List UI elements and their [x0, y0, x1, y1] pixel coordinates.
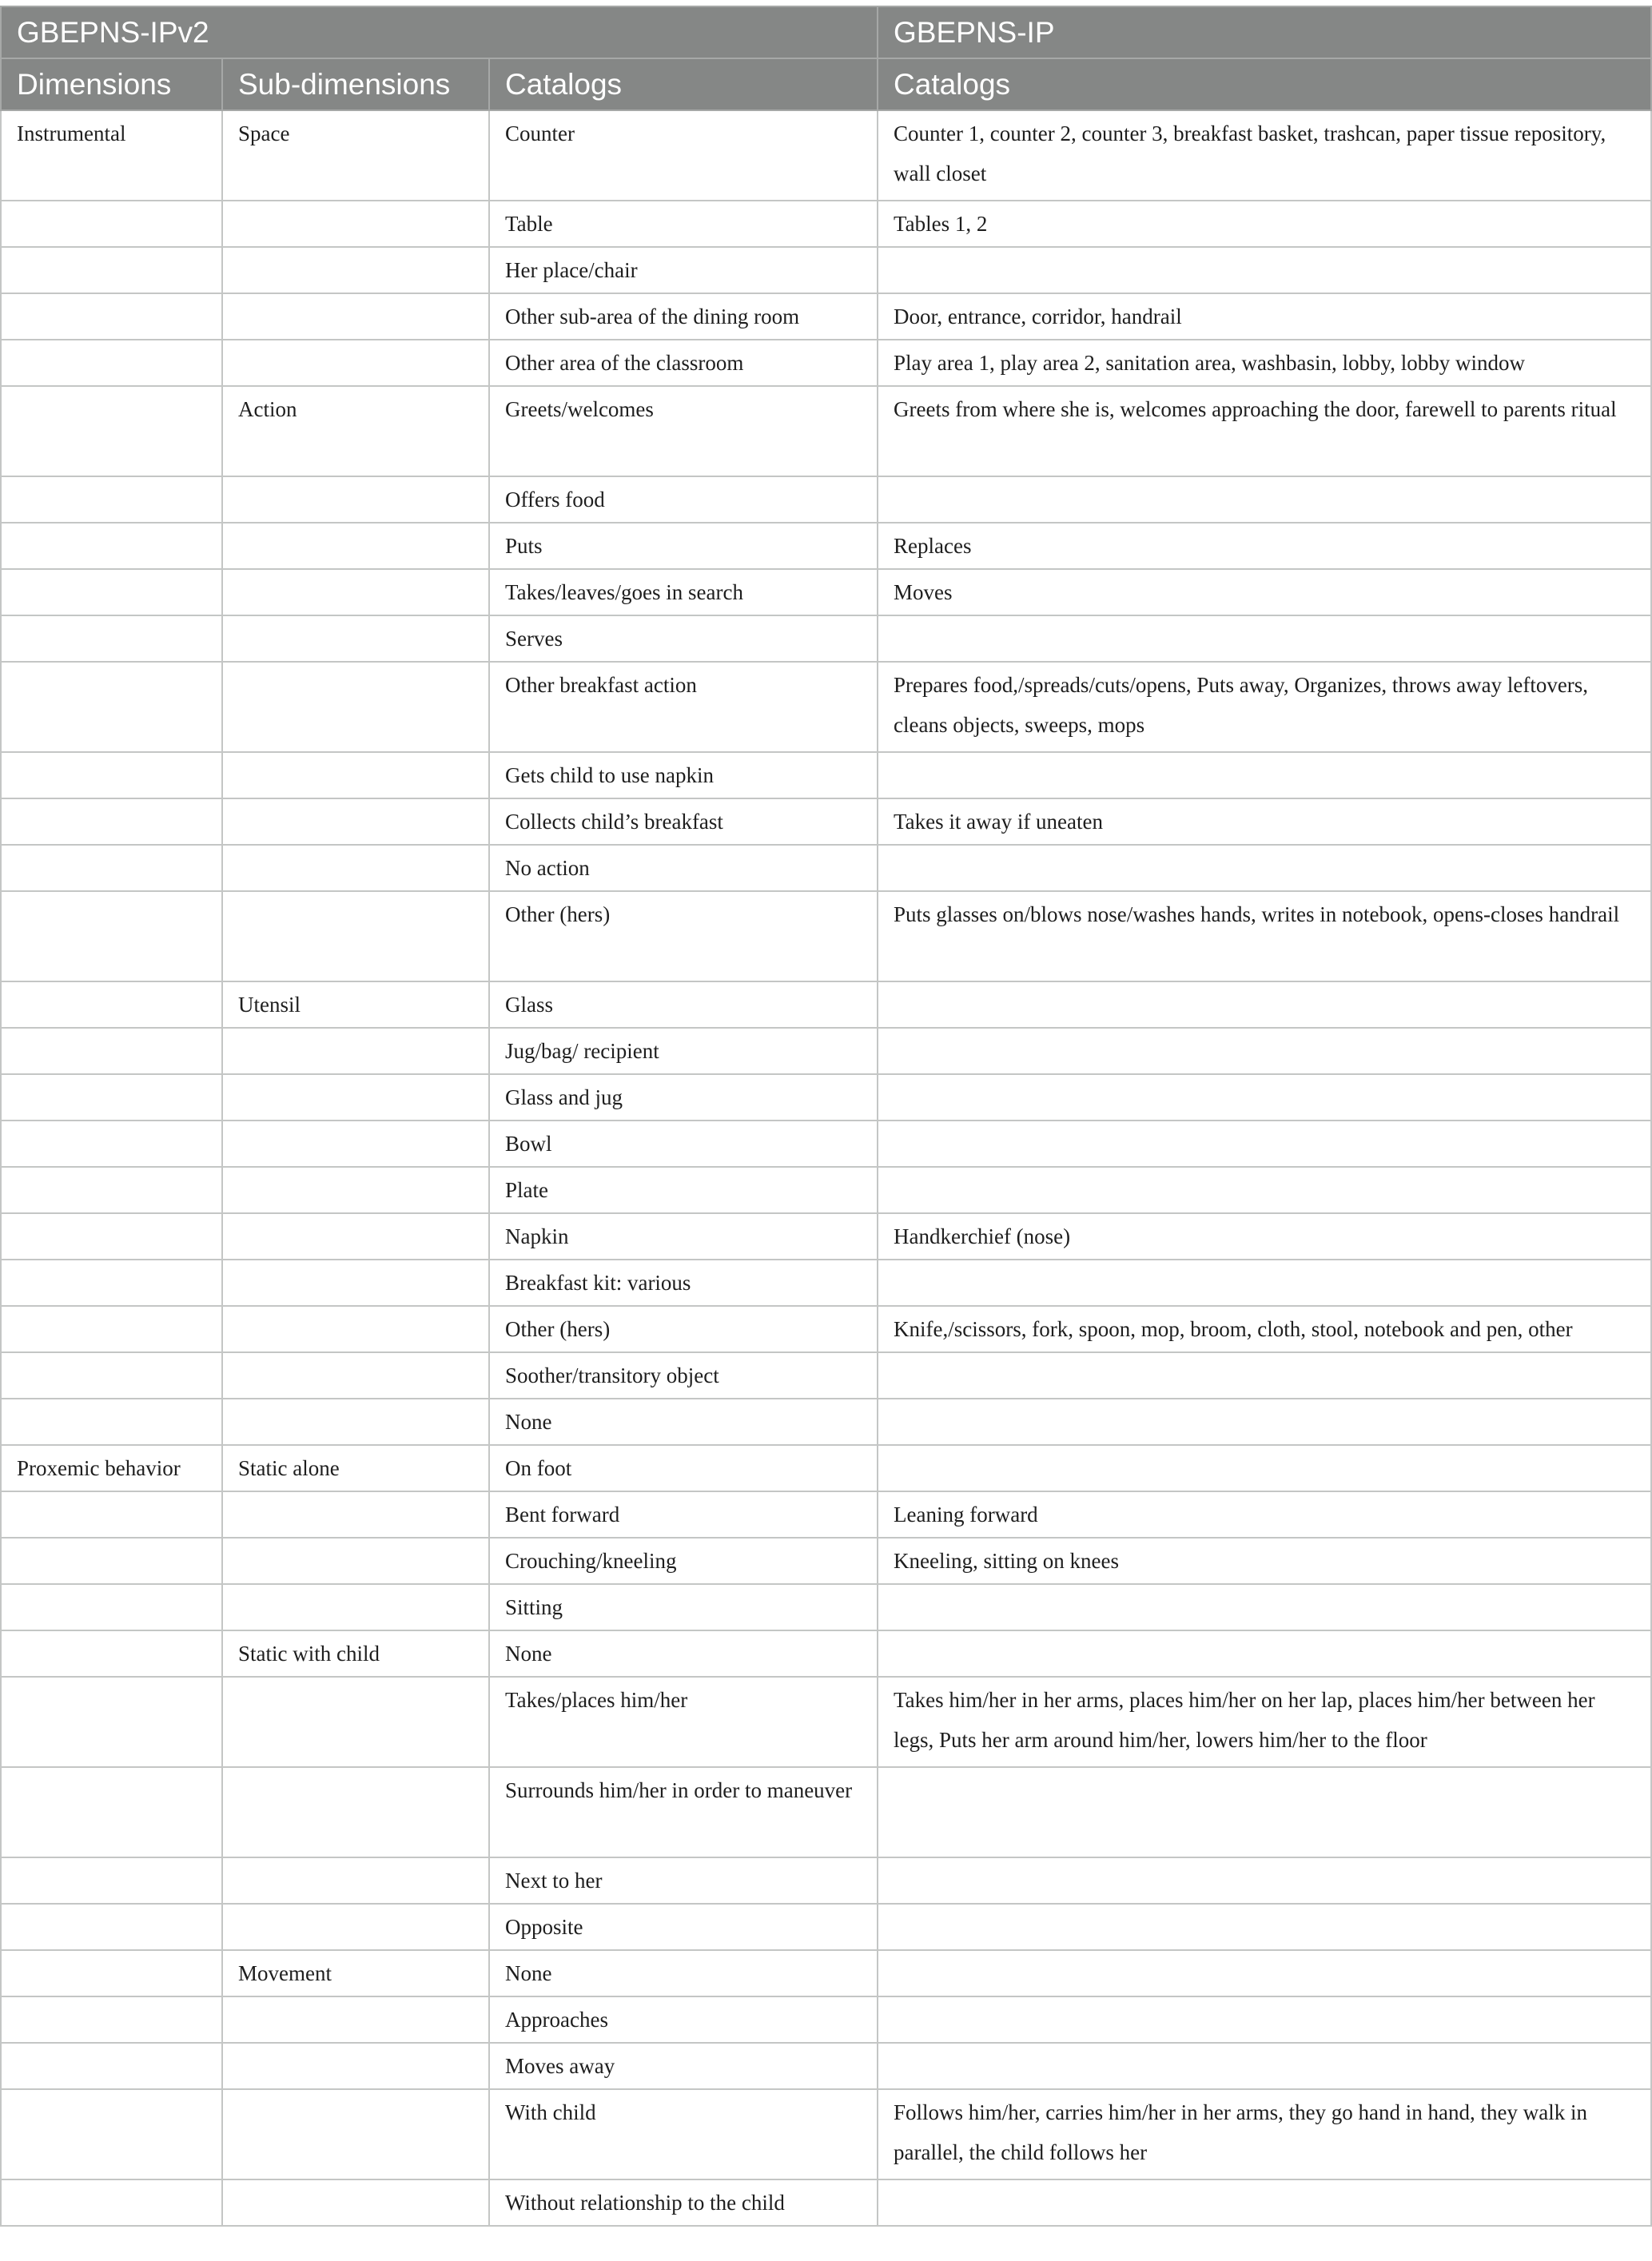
cell-subdimension	[222, 891, 489, 981]
table-row	[1, 845, 1651, 891]
cell-dimension	[1, 201, 222, 247]
cell-catalog-ip: Moves	[878, 569, 1651, 615]
table-row	[1, 1584, 1651, 1630]
cell-dimension	[1, 1950, 222, 1996]
cell-dimension	[1, 1399, 222, 1445]
cell-dimension	[1, 1904, 222, 1950]
cell-subdimension	[222, 845, 489, 891]
cell-subdimension	[222, 1028, 489, 1074]
cell-catalog-ipv2: Without relationship to the child	[489, 2179, 878, 2226]
table-row	[1, 1630, 1651, 1677]
cell-catalog-ip: Play area 1, play area 2, sanitation area, washbasin, lobby, lobby window	[878, 340, 1651, 386]
cell-dimension	[1, 293, 222, 340]
cell-catalog-ipv2: Counter	[489, 110, 878, 201]
cell-dimension: Instrumental	[1, 110, 222, 201]
cell-catalog-ipv2: Glass	[489, 981, 878, 1028]
cell-catalog-ip	[878, 1950, 1651, 1996]
table-row	[1, 1167, 1651, 1213]
cell-dimension	[1, 615, 222, 662]
cell-subdimension	[222, 662, 489, 752]
cell-subdimension: Static alone	[222, 1445, 489, 1491]
table-row	[1, 1028, 1651, 1074]
cell-subdimension	[222, 615, 489, 662]
cell-subdimension	[222, 1996, 489, 2043]
cell-subdimension	[222, 1857, 489, 1904]
col-header-catalogs-ipv2: Catalogs	[489, 58, 878, 110]
cell-dimension	[1, 1306, 222, 1352]
table-row	[1, 201, 1651, 247]
cell-dimension	[1, 523, 222, 569]
table-row	[1, 981, 1651, 1028]
table-row	[1, 1491, 1651, 1538]
table-row	[1, 110, 1651, 201]
cell-catalog-ipv2: With child	[489, 2089, 878, 2179]
cell-catalog-ipv2: Other (hers)	[489, 1306, 878, 1352]
cell-dimension	[1, 1538, 222, 1584]
cell-catalog-ip	[878, 1857, 1651, 1904]
cell-catalog-ip	[878, 1352, 1651, 1399]
cell-catalog-ip: Puts glasses on/blows nose/washes hands, writes in notebook, opens-closes handrail	[878, 891, 1651, 981]
cell-subdimension	[222, 1584, 489, 1630]
cell-catalog-ip	[878, 752, 1651, 798]
cell-dimension	[1, 891, 222, 981]
cell-dimension	[1, 1167, 222, 1213]
cell-catalog-ip: Replaces	[878, 523, 1651, 569]
cell-dimension	[1, 752, 222, 798]
cell-catalog-ipv2: Bent forward	[489, 1491, 878, 1538]
cell-subdimension	[222, 340, 489, 386]
table-row	[1, 2089, 1651, 2179]
cell-catalog-ip	[878, 1399, 1651, 1445]
cell-catalog-ip	[878, 2043, 1651, 2089]
cell-catalog-ip: Kneeling, sitting on knees	[878, 1538, 1651, 1584]
cell-subdimension	[222, 1306, 489, 1352]
cell-catalog-ipv2: Moves away	[489, 2043, 878, 2089]
table-row	[1, 1445, 1651, 1491]
cell-catalog-ipv2: Plate	[489, 1167, 878, 1213]
group-header-ip: GBEPNS-IP	[878, 6, 1651, 58]
cell-catalog-ipv2: Jug/bag/ recipient	[489, 1028, 878, 1074]
cell-subdimension: Movement	[222, 1950, 489, 1996]
cell-catalog-ipv2: On foot	[489, 1445, 878, 1491]
cell-dimension	[1, 386, 222, 476]
cell-catalog-ip	[878, 1074, 1651, 1121]
table-row	[1, 340, 1651, 386]
cell-subdimension	[222, 1167, 489, 1213]
cell-dimension	[1, 1352, 222, 1399]
cell-catalog-ip: Handkerchief (nose)	[878, 1213, 1651, 1260]
cell-dimension	[1, 2089, 222, 2179]
cell-catalog-ip: Takes it away if uneaten	[878, 798, 1651, 845]
cell-catalog-ip	[878, 615, 1651, 662]
cell-dimension	[1, 1260, 222, 1306]
cell-catalog-ipv2: Table	[489, 201, 878, 247]
table-row	[1, 891, 1651, 981]
cell-dimension	[1, 569, 222, 615]
cell-catalog-ip	[878, 981, 1651, 1028]
cell-dimension	[1, 845, 222, 891]
cell-catalog-ip	[878, 2179, 1651, 2226]
cell-catalog-ipv2: Napkin	[489, 1213, 878, 1260]
cell-subdimension: Static with child	[222, 1630, 489, 1677]
table-row	[1, 615, 1651, 662]
cell-catalog-ip	[878, 1767, 1651, 1857]
cell-catalog-ipv2: Other sub-area of the dining room	[489, 293, 878, 340]
cell-catalog-ip: Greets from where she is, welcomes approaching the door, farewell to parents ritual	[878, 386, 1651, 476]
cell-catalog-ipv2: Other breakfast action	[489, 662, 878, 752]
cell-dimension	[1, 1677, 222, 1767]
cell-subdimension	[222, 1260, 489, 1306]
cell-subdimension	[222, 1904, 489, 1950]
table-row	[1, 1538, 1651, 1584]
cell-subdimension	[222, 1213, 489, 1260]
table-row	[1, 1121, 1651, 1167]
cell-dimension	[1, 1767, 222, 1857]
cell-catalog-ipv2: Crouching/kneeling	[489, 1538, 878, 1584]
cell-dimension	[1, 1074, 222, 1121]
cell-subdimension: Utensil	[222, 981, 489, 1028]
cell-subdimension	[222, 247, 489, 293]
cell-catalog-ip	[878, 845, 1651, 891]
cell-catalog-ipv2: Soother/transitory object	[489, 1352, 878, 1399]
cell-catalog-ip: Knife,/scissors, fork, spoon, mop, broom, cloth, stool, notebook and pen, other	[878, 1306, 1651, 1352]
cell-subdimension	[222, 1074, 489, 1121]
table-row	[1, 523, 1651, 569]
cell-dimension	[1, 1028, 222, 1074]
cell-catalog-ipv2: Takes/places him/her	[489, 1677, 878, 1767]
table-row	[1, 386, 1651, 476]
cell-catalog-ip: Counter 1, counter 2, counter 3, breakfast basket, trashcan, paper tissue repository, wall closet	[878, 110, 1651, 201]
cell-catalog-ipv2: Puts	[489, 523, 878, 569]
cell-dimension	[1, 1996, 222, 2043]
cell-catalog-ipv2: None	[489, 1950, 878, 1996]
cell-dimension	[1, 662, 222, 752]
cell-dimension	[1, 247, 222, 293]
cell-subdimension: Space	[222, 110, 489, 201]
table-row	[1, 247, 1651, 293]
cell-subdimension	[222, 1538, 489, 1584]
table-row	[1, 798, 1651, 845]
cell-catalog-ip: Follows him/her, carries him/her in her arms, they go hand in hand, they walk in parallel, the child follows her	[878, 2089, 1651, 2179]
cell-subdimension	[222, 523, 489, 569]
cell-catalog-ip: Takes him/her in her arms, places him/her on her lap, places him/her between her legs, Puts her arm around him/her, lowers him/her to the floor	[878, 1677, 1651, 1767]
cell-subdimension	[222, 2179, 489, 2226]
cell-catalog-ipv2: Breakfast kit: various	[489, 1260, 878, 1306]
cell-catalog-ipv2: Approaches	[489, 1996, 878, 2043]
cell-dimension	[1, 2043, 222, 2089]
cell-subdimension	[222, 1121, 489, 1167]
cell-subdimension: Action	[222, 386, 489, 476]
cell-catalog-ipv2: Serves	[489, 615, 878, 662]
table-row	[1, 1399, 1651, 1445]
cell-dimension	[1, 340, 222, 386]
cell-catalog-ipv2: Offers food	[489, 476, 878, 523]
table-row	[1, 1767, 1651, 1857]
cell-catalog-ip	[878, 1445, 1651, 1491]
group-header-row	[1, 6, 1651, 58]
cell-catalog-ip	[878, 1167, 1651, 1213]
cell-catalog-ip	[878, 1121, 1651, 1167]
table-row	[1, 2043, 1651, 2089]
cell-subdimension	[222, 2043, 489, 2089]
cell-catalog-ipv2: Glass and jug	[489, 1074, 878, 1121]
cell-subdimension	[222, 1399, 489, 1445]
cell-catalog-ipv2: Her place/chair	[489, 247, 878, 293]
cell-catalog-ip	[878, 1904, 1651, 1950]
table-row	[1, 2179, 1651, 2226]
cell-subdimension	[222, 569, 489, 615]
column-header-row	[1, 58, 1651, 110]
cell-dimension	[1, 1213, 222, 1260]
table-row	[1, 1996, 1651, 2043]
cell-subdimension	[222, 1352, 489, 1399]
table-row	[1, 1306, 1651, 1352]
cell-catalog-ipv2: Takes/leaves/goes in search	[489, 569, 878, 615]
table-row	[1, 1352, 1651, 1399]
table-row	[1, 662, 1651, 752]
table-row	[1, 476, 1651, 523]
cell-catalog-ipv2: Gets child to use napkin	[489, 752, 878, 798]
table-row	[1, 569, 1651, 615]
table-row	[1, 293, 1651, 340]
cell-catalog-ip	[878, 1260, 1651, 1306]
cell-catalog-ipv2: Surrounds him/her in order to maneuver	[489, 1767, 878, 1857]
cell-catalog-ipv2: Other (hers)	[489, 891, 878, 981]
cell-catalog-ip: Door, entrance, corridor, handrail	[878, 293, 1651, 340]
cell-dimension	[1, 1491, 222, 1538]
col-header-subdimensions: Sub-dimensions	[222, 58, 489, 110]
cell-dimension	[1, 476, 222, 523]
cell-subdimension	[222, 798, 489, 845]
cell-catalog-ipv2: Opposite	[489, 1904, 878, 1950]
table-row	[1, 1904, 1651, 1950]
cell-catalog-ip: Prepares food,/spreads/cuts/opens, Puts away, Organizes, throws away leftovers, cleans objects, sweeps, mops	[878, 662, 1651, 752]
col-header-catalogs-ip: Catalogs	[878, 58, 1651, 110]
cell-subdimension	[222, 752, 489, 798]
table-row	[1, 1677, 1651, 1767]
cell-catalog-ipv2: No action	[489, 845, 878, 891]
table-row	[1, 1213, 1651, 1260]
cell-dimension	[1, 981, 222, 1028]
cell-subdimension	[222, 1491, 489, 1538]
table-row	[1, 1074, 1651, 1121]
cell-catalog-ipv2: None	[489, 1399, 878, 1445]
cell-catalog-ipv2: None	[489, 1630, 878, 1677]
cell-catalog-ip	[878, 476, 1651, 523]
cell-dimension: Proxemic behavior	[1, 1445, 222, 1491]
table-row	[1, 1857, 1651, 1904]
cell-subdimension	[222, 293, 489, 340]
cell-subdimension	[222, 1767, 489, 1857]
catalog-table	[0, 6, 1652, 2227]
cell-catalog-ipv2: Greets/welcomes	[489, 386, 878, 476]
cell-subdimension	[222, 2089, 489, 2179]
col-header-dimensions: Dimensions	[1, 58, 222, 110]
cell-catalog-ip	[878, 1996, 1651, 2043]
cell-dimension	[1, 798, 222, 845]
cell-dimension	[1, 1630, 222, 1677]
table-body	[1, 110, 1651, 2226]
cell-catalog-ipv2: Other area of the classroom	[489, 340, 878, 386]
cell-catalog-ipv2: Sitting	[489, 1584, 878, 1630]
cell-dimension	[1, 1121, 222, 1167]
cell-catalog-ip: Leaning forward	[878, 1491, 1651, 1538]
cell-dimension	[1, 1857, 222, 1904]
table-row	[1, 1260, 1651, 1306]
cell-catalog-ip: Tables 1, 2	[878, 201, 1651, 247]
cell-subdimension	[222, 1677, 489, 1767]
group-header-ipv2: GBEPNS-IPv2	[1, 6, 878, 58]
cell-catalog-ipv2: Collects child’s breakfast	[489, 798, 878, 845]
cell-catalog-ipv2: Next to her	[489, 1857, 878, 1904]
cell-dimension	[1, 1584, 222, 1630]
table-row	[1, 752, 1651, 798]
cell-catalog-ip	[878, 247, 1651, 293]
cell-subdimension	[222, 476, 489, 523]
cell-catalog-ipv2: Bowl	[489, 1121, 878, 1167]
cell-catalog-ip	[878, 1028, 1651, 1074]
cell-catalog-ip	[878, 1630, 1651, 1677]
cell-dimension	[1, 2179, 222, 2226]
cell-catalog-ip	[878, 1584, 1651, 1630]
table-row	[1, 1950, 1651, 1996]
cell-subdimension	[222, 201, 489, 247]
